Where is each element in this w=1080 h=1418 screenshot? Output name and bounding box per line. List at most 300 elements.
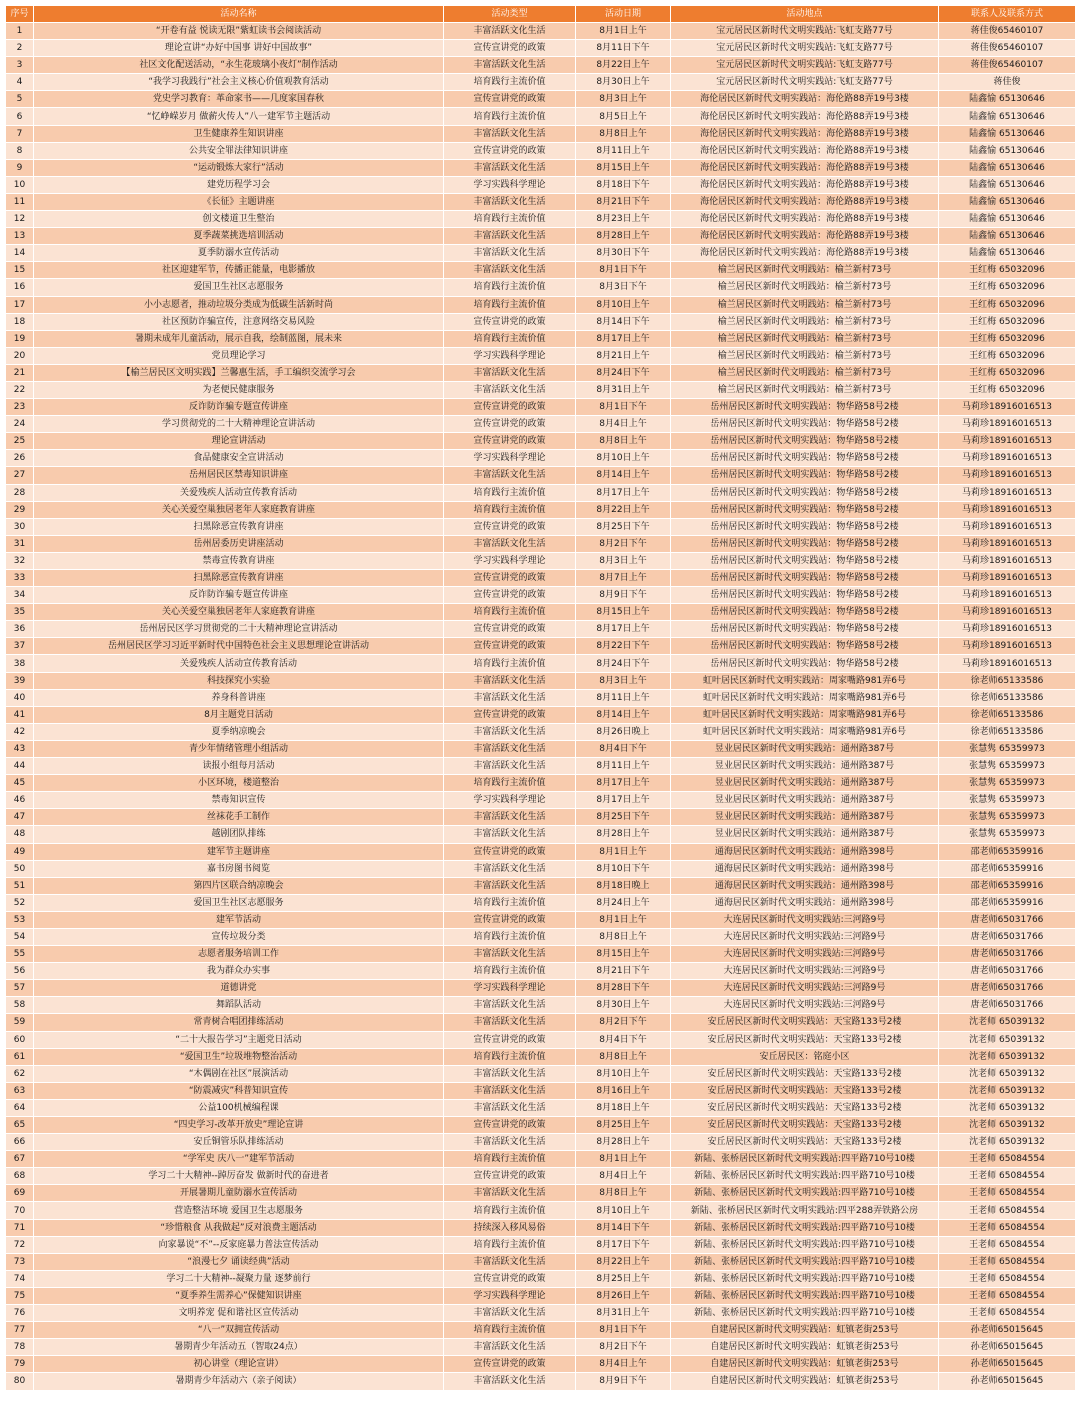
cell-activity-location: 岳州居民区新时代文明实践站：物华路58号2楼 [671, 416, 939, 433]
cell-index: 71 [6, 1219, 34, 1236]
cell-contact: 马莉珍18916016513 [939, 638, 1076, 655]
cell-activity-type: 培育践行主流价值 [444, 330, 576, 347]
cell-contact: 王红梅 65032096 [939, 313, 1076, 330]
cell-activity-date: 8月28日上午 [576, 1134, 671, 1151]
cell-activity-name: 学习二十大精神--踔厉奋发 做新时代的奋进者 [34, 1168, 444, 1185]
cell-contact: 唐老师65031766 [939, 946, 1076, 963]
cell-index: 26 [6, 450, 34, 467]
cell-activity-location: 岳州居民区新时代文明实践站：物华路58号2楼 [671, 518, 939, 535]
cell-contact: 张慧隽 65359973 [939, 775, 1076, 792]
cell-index: 15 [6, 262, 34, 279]
cell-contact: 王老师 65084554 [939, 1287, 1076, 1304]
cell-index: 38 [6, 655, 34, 672]
cell-index: 18 [6, 313, 34, 330]
cell-activity-date: 8月25日上午 [576, 1117, 671, 1134]
cell-activity-type: 宣传宣讲党的政策 [444, 638, 576, 655]
cell-activity-type: 丰富活跃文化生活 [444, 467, 576, 484]
cell-activity-type: 学习实践科学理论 [444, 347, 576, 364]
table-row [6, 1202, 1076, 1219]
cell-index: 21 [6, 364, 34, 381]
table-row [6, 211, 1076, 228]
cell-index: 77 [6, 1322, 34, 1339]
cell-activity-date: 8月28日上午 [576, 826, 671, 843]
cell-activity-date: 8月5日上午 [576, 108, 671, 125]
cell-activity-location: 岳州居民区新时代文明实践站：物华路58号2楼 [671, 399, 939, 416]
cell-activity-date: 8月17日上午 [576, 621, 671, 638]
cell-index: 4 [6, 74, 34, 91]
cell-activity-date: 8月1日上午 [576, 843, 671, 860]
cell-activity-type: 宣传宣讲党的政策 [444, 1270, 576, 1287]
cell-index: 60 [6, 1031, 34, 1048]
cell-activity-type: 培育践行主流价值 [444, 211, 576, 228]
cell-activity-type: 培育践行主流价值 [444, 1236, 576, 1253]
cell-activity-type: 丰富活跃文化生活 [444, 740, 576, 757]
cell-activity-date: 8月23日上午 [576, 211, 671, 228]
cell-index: 66 [6, 1134, 34, 1151]
table-row [6, 1322, 1076, 1339]
cell-index: 75 [6, 1287, 34, 1304]
cell-activity-date: 8月26日上午 [576, 1287, 671, 1304]
cell-activity-location: 宝元居民区新时代文明实践站:飞虹支路77号 [671, 23, 939, 40]
cell-activity-name: “浪漫七夕 诵读经典”活动 [34, 1253, 444, 1270]
cell-activity-location: 榆兰居民区新时代文明践站：榆兰新村73号 [671, 296, 939, 313]
cell-activity-date: 8月3日下午 [576, 279, 671, 296]
cell-index: 72 [6, 1236, 34, 1253]
cell-contact: 王红梅 65032096 [939, 330, 1076, 347]
cell-activity-location: 新陆、张桥居民区新时代文明实践站:四平路710号10楼 [671, 1185, 939, 1202]
cell-activity-location: 新陆、张桥居民区新时代文明实践站:四平路710号10楼 [671, 1287, 939, 1304]
cell-index: 40 [6, 689, 34, 706]
cell-activity-location: 榆兰居民区新时代文明践站：榆兰新村73号 [671, 347, 939, 364]
cell-activity-location: 虹叶居民区新时代文明实践站：周家嘴路981弄6号 [671, 672, 939, 689]
cell-activity-location: 安丘居民区新时代文明实践站：天宝路133号2楼 [671, 1014, 939, 1031]
cell-activity-name: 舞蹈队活动 [34, 997, 444, 1014]
cell-activity-type: 培育践行主流价值 [444, 1322, 576, 1339]
table-row [6, 552, 1076, 569]
cell-activity-date: 8月9日下午 [576, 587, 671, 604]
cell-activity-name: 我为群众办实事 [34, 963, 444, 980]
cell-contact: 马莉珍18916016513 [939, 570, 1076, 587]
cell-contact: 唐老师65031766 [939, 997, 1076, 1014]
cell-activity-location: 海伦居民区新时代文明实践站：海伦路88弄19号3楼 [671, 142, 939, 159]
cell-contact: 陆鑫愉 65130646 [939, 108, 1076, 125]
cell-activity-location: 安丘居民区新时代文明实践站：天宝路133号2楼 [671, 1134, 939, 1151]
table-row [6, 416, 1076, 433]
table-row [6, 142, 1076, 159]
cell-contact: 唐老师65031766 [939, 980, 1076, 997]
cell-activity-date: 8月1日上午 [576, 1151, 671, 1168]
cell-activity-name: “夏季养生需养心”保健知识讲座 [34, 1287, 444, 1304]
cell-contact: 王红梅 65032096 [939, 347, 1076, 364]
cell-activity-type: 学习实践科学理论 [444, 980, 576, 997]
cell-activity-date: 8月1日上午 [576, 911, 671, 928]
cell-activity-location: 安丘居民区新时代文明实践站：天宝路133号2楼 [671, 1117, 939, 1134]
cell-contact: 陆鑫愉 65130646 [939, 142, 1076, 159]
cell-activity-name: 暑期未成年儿童活动，展示自我，绘制蓝图，展未来 [34, 330, 444, 347]
cell-activity-name: 禁毒知识宣传 [34, 792, 444, 809]
cell-activity-date: 8月18日晚上 [576, 877, 671, 894]
cell-contact: 王老师 65084554 [939, 1185, 1076, 1202]
cell-activity-name: 建军节活动 [34, 911, 444, 928]
cell-contact: 蒋佳俊65460107 [939, 40, 1076, 57]
cell-activity-date: 8月15日上午 [576, 946, 671, 963]
cell-index: 20 [6, 347, 34, 364]
cell-contact: 沈老师 65039132 [939, 1065, 1076, 1082]
cell-activity-type: 学习实践科学理论 [444, 450, 576, 467]
cell-index: 36 [6, 621, 34, 638]
cell-index: 11 [6, 193, 34, 210]
cell-activity-name: “我学习我践行”社会主义核心价值观教育活动 [34, 74, 444, 91]
cell-activity-date: 8月1日下午 [576, 399, 671, 416]
cell-activity-name: 文明养宠 促和谐社区宣传活动 [34, 1305, 444, 1322]
cell-index: 42 [6, 723, 34, 740]
cell-index: 67 [6, 1151, 34, 1168]
cell-activity-type: 丰富活跃文化生活 [444, 57, 576, 74]
cell-activity-type: 宣传宣讲党的政策 [444, 1356, 576, 1373]
cell-activity-name: 社区预防诈骗宣传，注意网络交易风险 [34, 313, 444, 330]
cell-activity-type: 丰富活跃文化生活 [444, 826, 576, 843]
table-row [6, 894, 1076, 911]
cell-activity-location: 海伦居民区新时代文明实践站：海伦路88弄19号3楼 [671, 176, 939, 193]
cell-activity-date: 8月15日上午 [576, 159, 671, 176]
cell-activity-name: 宣传垃圾分类 [34, 928, 444, 945]
cell-activity-type: 培育践行主流价值 [444, 1151, 576, 1168]
cell-activity-date: 8月18日上午 [576, 1099, 671, 1116]
cell-index: 80 [6, 1373, 34, 1390]
cell-activity-type: 丰富活跃文化生活 [444, 245, 576, 262]
table-row [6, 758, 1076, 775]
table-row [6, 655, 1076, 672]
cell-activity-name: 岳州居民区禁毒知识讲座 [34, 467, 444, 484]
cell-index: 79 [6, 1356, 34, 1373]
cell-contact: 马莉珍18916016513 [939, 535, 1076, 552]
table-row [6, 40, 1076, 57]
cell-index: 76 [6, 1305, 34, 1322]
cell-activity-type: 培育践行主流价值 [444, 501, 576, 518]
cell-index: 68 [6, 1168, 34, 1185]
cell-activity-location: 岳州居民区新时代文明实践站：物华路58号2楼 [671, 638, 939, 655]
cell-activity-name: “开卷有益 悦读无限”紫虹读书会阅读活动 [34, 23, 444, 40]
cell-activity-location: 岳州居民区新时代文明实践站：物华路58号2楼 [671, 570, 939, 587]
cell-activity-type: 丰富活跃文化生活 [444, 193, 576, 210]
cell-contact: 徐老师65133586 [939, 706, 1076, 723]
cell-activity-type: 宣传宣讲党的政策 [444, 1168, 576, 1185]
cell-index: 55 [6, 946, 34, 963]
table-row [6, 399, 1076, 416]
cell-activity-type: 丰富活跃文化生活 [444, 262, 576, 279]
cell-activity-name: 关爱残疾人活动宣传教育活动 [34, 484, 444, 501]
cell-activity-type: 培育践行主流价值 [444, 928, 576, 945]
table-row [6, 570, 1076, 587]
table-row [6, 604, 1076, 621]
cell-activity-name: 公共安全罪法律知识讲座 [34, 142, 444, 159]
cell-activity-type: 宣传宣讲党的政策 [444, 142, 576, 159]
cell-activity-location: 岳州居民区新时代文明实践站：物华路58号2楼 [671, 433, 939, 450]
cell-activity-name: 嘉书房图书阅览 [34, 860, 444, 877]
cell-index: 23 [6, 399, 34, 416]
cell-index: 64 [6, 1099, 34, 1116]
cell-activity-type: 丰富活跃文化生活 [444, 1082, 576, 1099]
cell-activity-type: 学习实践科学理论 [444, 1287, 576, 1304]
cell-activity-name: 理论宣讲“办好中国事 讲好中国故事” [34, 40, 444, 57]
cell-activity-name: 创文楼道卫生整治 [34, 211, 444, 228]
cell-activity-date: 8月28日下午 [576, 980, 671, 997]
cell-activity-type: 持续深入移风易俗 [444, 1219, 576, 1236]
cell-activity-location: 大连居民区新时代文明实践站:三河路9号 [671, 928, 939, 945]
cell-activity-date: 8月22日上午 [576, 501, 671, 518]
cell-activity-name: “运动锻炼大家行”活动 [34, 159, 444, 176]
cell-activity-type: 丰富活跃文化生活 [444, 1185, 576, 1202]
cell-activity-date: 8月10日上午 [576, 296, 671, 313]
cell-activity-name: 小区环境，楼道整治 [34, 775, 444, 792]
cell-activity-date: 8月24日下午 [576, 655, 671, 672]
cell-contact: 唐老师65031766 [939, 911, 1076, 928]
table-row [6, 501, 1076, 518]
cell-activity-location: 海伦居民区新时代文明实践站：海伦路88弄19号3楼 [671, 245, 939, 262]
cell-activity-date: 8月2日下午 [576, 535, 671, 552]
cell-activity-type: 丰富活跃文化生活 [444, 1253, 576, 1270]
cell-activity-type: 培育践行主流价值 [444, 655, 576, 672]
cell-activity-type: 丰富活跃文化生活 [444, 809, 576, 826]
cell-activity-location: 岳州居民区新时代文明实践站：物华路58号2楼 [671, 450, 939, 467]
cell-activity-name: 夏季防溺水宣传活动 [34, 245, 444, 262]
cell-activity-name: “防震减灾”科普知识宣传 [34, 1082, 444, 1099]
cell-activity-type: 宣传宣讲党的政策 [444, 621, 576, 638]
cell-activity-type: 培育践行主流价值 [444, 1202, 576, 1219]
cell-activity-type: 学习实践科学理论 [444, 176, 576, 193]
cell-contact: 沈老师 65039132 [939, 1014, 1076, 1031]
cell-contact: 马莉珍18916016513 [939, 467, 1076, 484]
cell-activity-date: 8月14日下午 [576, 313, 671, 330]
cell-index: 29 [6, 501, 34, 518]
cell-activity-location: 大连居民区新时代文明实践站:三河路9号 [671, 980, 939, 997]
cell-activity-name: 第四片区联合纳凉晚会 [34, 877, 444, 894]
cell-activity-name: 社区文化配送活动，“永生花玻璃小夜灯”制作活动 [34, 57, 444, 74]
cell-activity-name: 党员理论学习 [34, 347, 444, 364]
cell-index: 2 [6, 40, 34, 57]
cell-contact: 蒋佳俊65460107 [939, 57, 1076, 74]
cell-activity-name: 岳州居民区学习贯彻党的二十大精神理论宣讲活动 [34, 621, 444, 638]
table-row [6, 963, 1076, 980]
cell-activity-type: 丰富活跃文化生活 [444, 381, 576, 398]
table-row [6, 74, 1076, 91]
table-row [6, 262, 1076, 279]
cell-index: 31 [6, 535, 34, 552]
cell-index: 46 [6, 792, 34, 809]
cell-activity-location: 通海居民区新时代文明实践站：通州路398号 [671, 894, 939, 911]
cell-activity-date: 8月4日上午 [576, 416, 671, 433]
table-row [6, 1287, 1076, 1304]
cell-activity-type: 宣传宣讲党的政策 [444, 843, 576, 860]
cell-activity-location: 新陆、张桥居民区新时代文明实践站:四平路710号10楼 [671, 1253, 939, 1270]
cell-contact: 王老师 65084554 [939, 1151, 1076, 1168]
cell-activity-name: “爱国卫生”垃圾堆物整治活动 [34, 1048, 444, 1065]
cell-contact: 孙老师65015645 [939, 1373, 1076, 1390]
cell-activity-location: 新陆、张桥居民区新时代文明实践站:四平路710号10楼 [671, 1151, 939, 1168]
cell-activity-type: 宣传宣讲党的政策 [444, 518, 576, 535]
cell-activity-location: 岳州居民区新时代文明实践站：物华路58号2楼 [671, 587, 939, 604]
table-row [6, 1305, 1076, 1322]
cell-contact: 邵老师65359916 [939, 843, 1076, 860]
cell-activity-date: 8月11日上午 [576, 758, 671, 775]
cell-activity-location: 海伦居民区新时代文明实践站：海伦路88弄19号3楼 [671, 108, 939, 125]
cell-activity-location: 岳州居民区新时代文明实践站：物华路58号2楼 [671, 621, 939, 638]
cell-activity-date: 8月22日上午 [576, 1253, 671, 1270]
cell-activity-name: 暑期青少年活动五（智取24点） [34, 1339, 444, 1356]
activity-table [5, 5, 1076, 1391]
cell-activity-name: 小小志愿者，推动垃圾分类成为低碳生活新时尚 [34, 296, 444, 313]
cell-contact: 王红梅 65032096 [939, 364, 1076, 381]
cell-activity-date: 8月17日上午 [576, 792, 671, 809]
cell-activity-name: 岳州居民区学习习近平新时代中国特色社会主义思想理论宣讲活动 [34, 638, 444, 655]
cell-activity-location: 海伦居民区新时代文明实践站：海伦路88弄19号3楼 [671, 193, 939, 210]
cell-contact: 孙老师65015645 [939, 1339, 1076, 1356]
cell-index: 10 [6, 176, 34, 193]
table-row [6, 980, 1076, 997]
table-row [6, 775, 1076, 792]
cell-contact: 马莉珍18916016513 [939, 399, 1076, 416]
cell-contact: 马莉珍18916016513 [939, 621, 1076, 638]
cell-index: 12 [6, 211, 34, 228]
cell-activity-location: 虹叶居民区新时代文明实践站：周家嘴路981弄6号 [671, 706, 939, 723]
cell-activity-date: 8月17日上午 [576, 775, 671, 792]
cell-index: 35 [6, 604, 34, 621]
table-row [6, 826, 1076, 843]
cell-index: 45 [6, 775, 34, 792]
table-row [6, 621, 1076, 638]
cell-index: 13 [6, 228, 34, 245]
cell-activity-date: 8月11日上午 [576, 689, 671, 706]
header-activity-type: 活动类型 [444, 6, 576, 23]
cell-activity-location: 昱业居民区新时代文明实践站：通州路387号 [671, 758, 939, 775]
cell-activity-location: 自建居民区新时代文明实践站：虹镇老街253号 [671, 1373, 939, 1390]
cell-activity-name: 科技探究小实验 [34, 672, 444, 689]
cell-activity-type: 丰富活跃文化生活 [444, 1373, 576, 1390]
cell-activity-location: 新陆、张桥居民区新时代文明实践站:四平路710号10楼 [671, 1168, 939, 1185]
cell-activity-name: 建党历程学习会 [34, 176, 444, 193]
cell-activity-location: 通海居民区新时代文明实践站：通州路398号 [671, 860, 939, 877]
cell-contact: 马莉珍18916016513 [939, 416, 1076, 433]
cell-activity-type: 宣传宣讲党的政策 [444, 91, 576, 108]
cell-contact: 马莉珍18916016513 [939, 450, 1076, 467]
cell-activity-date: 8月11日下午 [576, 40, 671, 57]
cell-activity-date: 8月21日上午 [576, 347, 671, 364]
cell-index: 56 [6, 963, 34, 980]
cell-index: 52 [6, 894, 34, 911]
cell-index: 53 [6, 911, 34, 928]
cell-activity-type: 丰富活跃文化生活 [444, 23, 576, 40]
table-row [6, 997, 1076, 1014]
cell-activity-date: 8月16日上午 [576, 1082, 671, 1099]
cell-activity-name: “八一”双拥宣传活动 [34, 1322, 444, 1339]
cell-activity-date: 8月8日上午 [576, 1048, 671, 1065]
cell-activity-date: 8月8日上午 [576, 433, 671, 450]
cell-activity-date: 8月21日下午 [576, 193, 671, 210]
table-row [6, 1270, 1076, 1287]
cell-activity-name: 向家暴说“不”--反家庭暴力普法宣传活动 [34, 1236, 444, 1253]
cell-activity-type: 培育践行主流价值 [444, 604, 576, 621]
cell-activity-date: 8月22日下午 [576, 638, 671, 655]
cell-activity-type: 培育践行主流价值 [444, 963, 576, 980]
cell-activity-date: 8月22日上午 [576, 57, 671, 74]
header-activity-name: 活动名称 [34, 6, 444, 23]
cell-index: 43 [6, 740, 34, 757]
cell-contact: 沈老师 65039132 [939, 1048, 1076, 1065]
cell-contact: 陆鑫愉 65130646 [939, 125, 1076, 142]
cell-index: 9 [6, 159, 34, 176]
table-row [6, 1253, 1076, 1270]
cell-activity-name: 读报小组每月活动 [34, 758, 444, 775]
table-row [6, 1099, 1076, 1116]
cell-contact: 马莉珍18916016513 [939, 587, 1076, 604]
table-row [6, 125, 1076, 142]
cell-activity-type: 丰富活跃文化生活 [444, 364, 576, 381]
cell-activity-type: 宣传宣讲党的政策 [444, 416, 576, 433]
table-row [6, 1117, 1076, 1134]
cell-activity-name: 【榆兰居民区文明实践】兰馨惠生活，手工编织交流学习会 [34, 364, 444, 381]
cell-activity-location: 新陆、张桥居民区新时代文明实践站:四平路710号10楼 [671, 1219, 939, 1236]
cell-activity-type: 培育践行主流价值 [444, 74, 576, 91]
table-row [6, 792, 1076, 809]
cell-activity-date: 8月30日下午 [576, 245, 671, 262]
header-index: 序号 [6, 6, 34, 23]
table-row [6, 860, 1076, 877]
cell-activity-date: 8月25日上午 [576, 1270, 671, 1287]
cell-contact: 王老师 65084554 [939, 1219, 1076, 1236]
cell-activity-type: 丰富活跃文化生活 [444, 758, 576, 775]
table-row [6, 1134, 1076, 1151]
table-row [6, 809, 1076, 826]
cell-activity-date: 8月3日上午 [576, 91, 671, 108]
table-row [6, 1356, 1076, 1373]
table-row [6, 689, 1076, 706]
header-activity-location: 活动地点 [671, 6, 939, 23]
cell-activity-type: 丰富活跃文化生活 [444, 860, 576, 877]
cell-contact: 沈老师 65039132 [939, 1031, 1076, 1048]
cell-activity-name: 安丘铜管乐队排练活动 [34, 1134, 444, 1151]
cell-activity-name: “忆峥嵘岁月 做薪火传人”八一建军节主题活动 [34, 108, 444, 125]
cell-activity-location: 岳州居民区新时代文明实践站：物华路58号2楼 [671, 484, 939, 501]
cell-contact: 马莉珍18916016513 [939, 433, 1076, 450]
cell-contact: 徐老师65133586 [939, 672, 1076, 689]
cell-index: 62 [6, 1065, 34, 1082]
cell-activity-date: 8月4日上午 [576, 1168, 671, 1185]
cell-activity-location: 宝元居民区新时代文明实践站:飞虹支路77号 [671, 40, 939, 57]
cell-index: 44 [6, 758, 34, 775]
cell-contact: 陆鑫愉 65130646 [939, 245, 1076, 262]
cell-activity-type: 宣传宣讲党的政策 [444, 40, 576, 57]
cell-index: 73 [6, 1253, 34, 1270]
cell-activity-date: 8月24日下午 [576, 364, 671, 381]
cell-index: 50 [6, 860, 34, 877]
cell-activity-type: 丰富活跃文化生活 [444, 1099, 576, 1116]
table-row [6, 330, 1076, 347]
cell-activity-location: 安丘居民区新时代文明实践站：天宝路133号2楼 [671, 1065, 939, 1082]
table-row [6, 1048, 1076, 1065]
cell-activity-location: 海伦居民区新时代文明实践站：海伦路88弄19号3楼 [671, 228, 939, 245]
cell-activity-name: 关爱残疾人活动宣传教育活动 [34, 655, 444, 672]
cell-activity-type: 丰富活跃文化生活 [444, 228, 576, 245]
cell-contact: 唐老师65031766 [939, 963, 1076, 980]
cell-activity-location: 榆兰居民区新时代文明践站：榆兰新村73号 [671, 279, 939, 296]
cell-activity-type: 培育践行主流价值 [444, 279, 576, 296]
cell-activity-date: 8月8日上午 [576, 125, 671, 142]
cell-activity-location: 昱业居民区新时代文明实践站：通州路387号 [671, 792, 939, 809]
cell-activity-location: 大连居民区新时代文明实践站:三河路9号 [671, 963, 939, 980]
cell-activity-name: 关心关爱空巢独居老年人家庭教育讲座 [34, 604, 444, 621]
cell-index: 7 [6, 125, 34, 142]
cell-index: 25 [6, 433, 34, 450]
